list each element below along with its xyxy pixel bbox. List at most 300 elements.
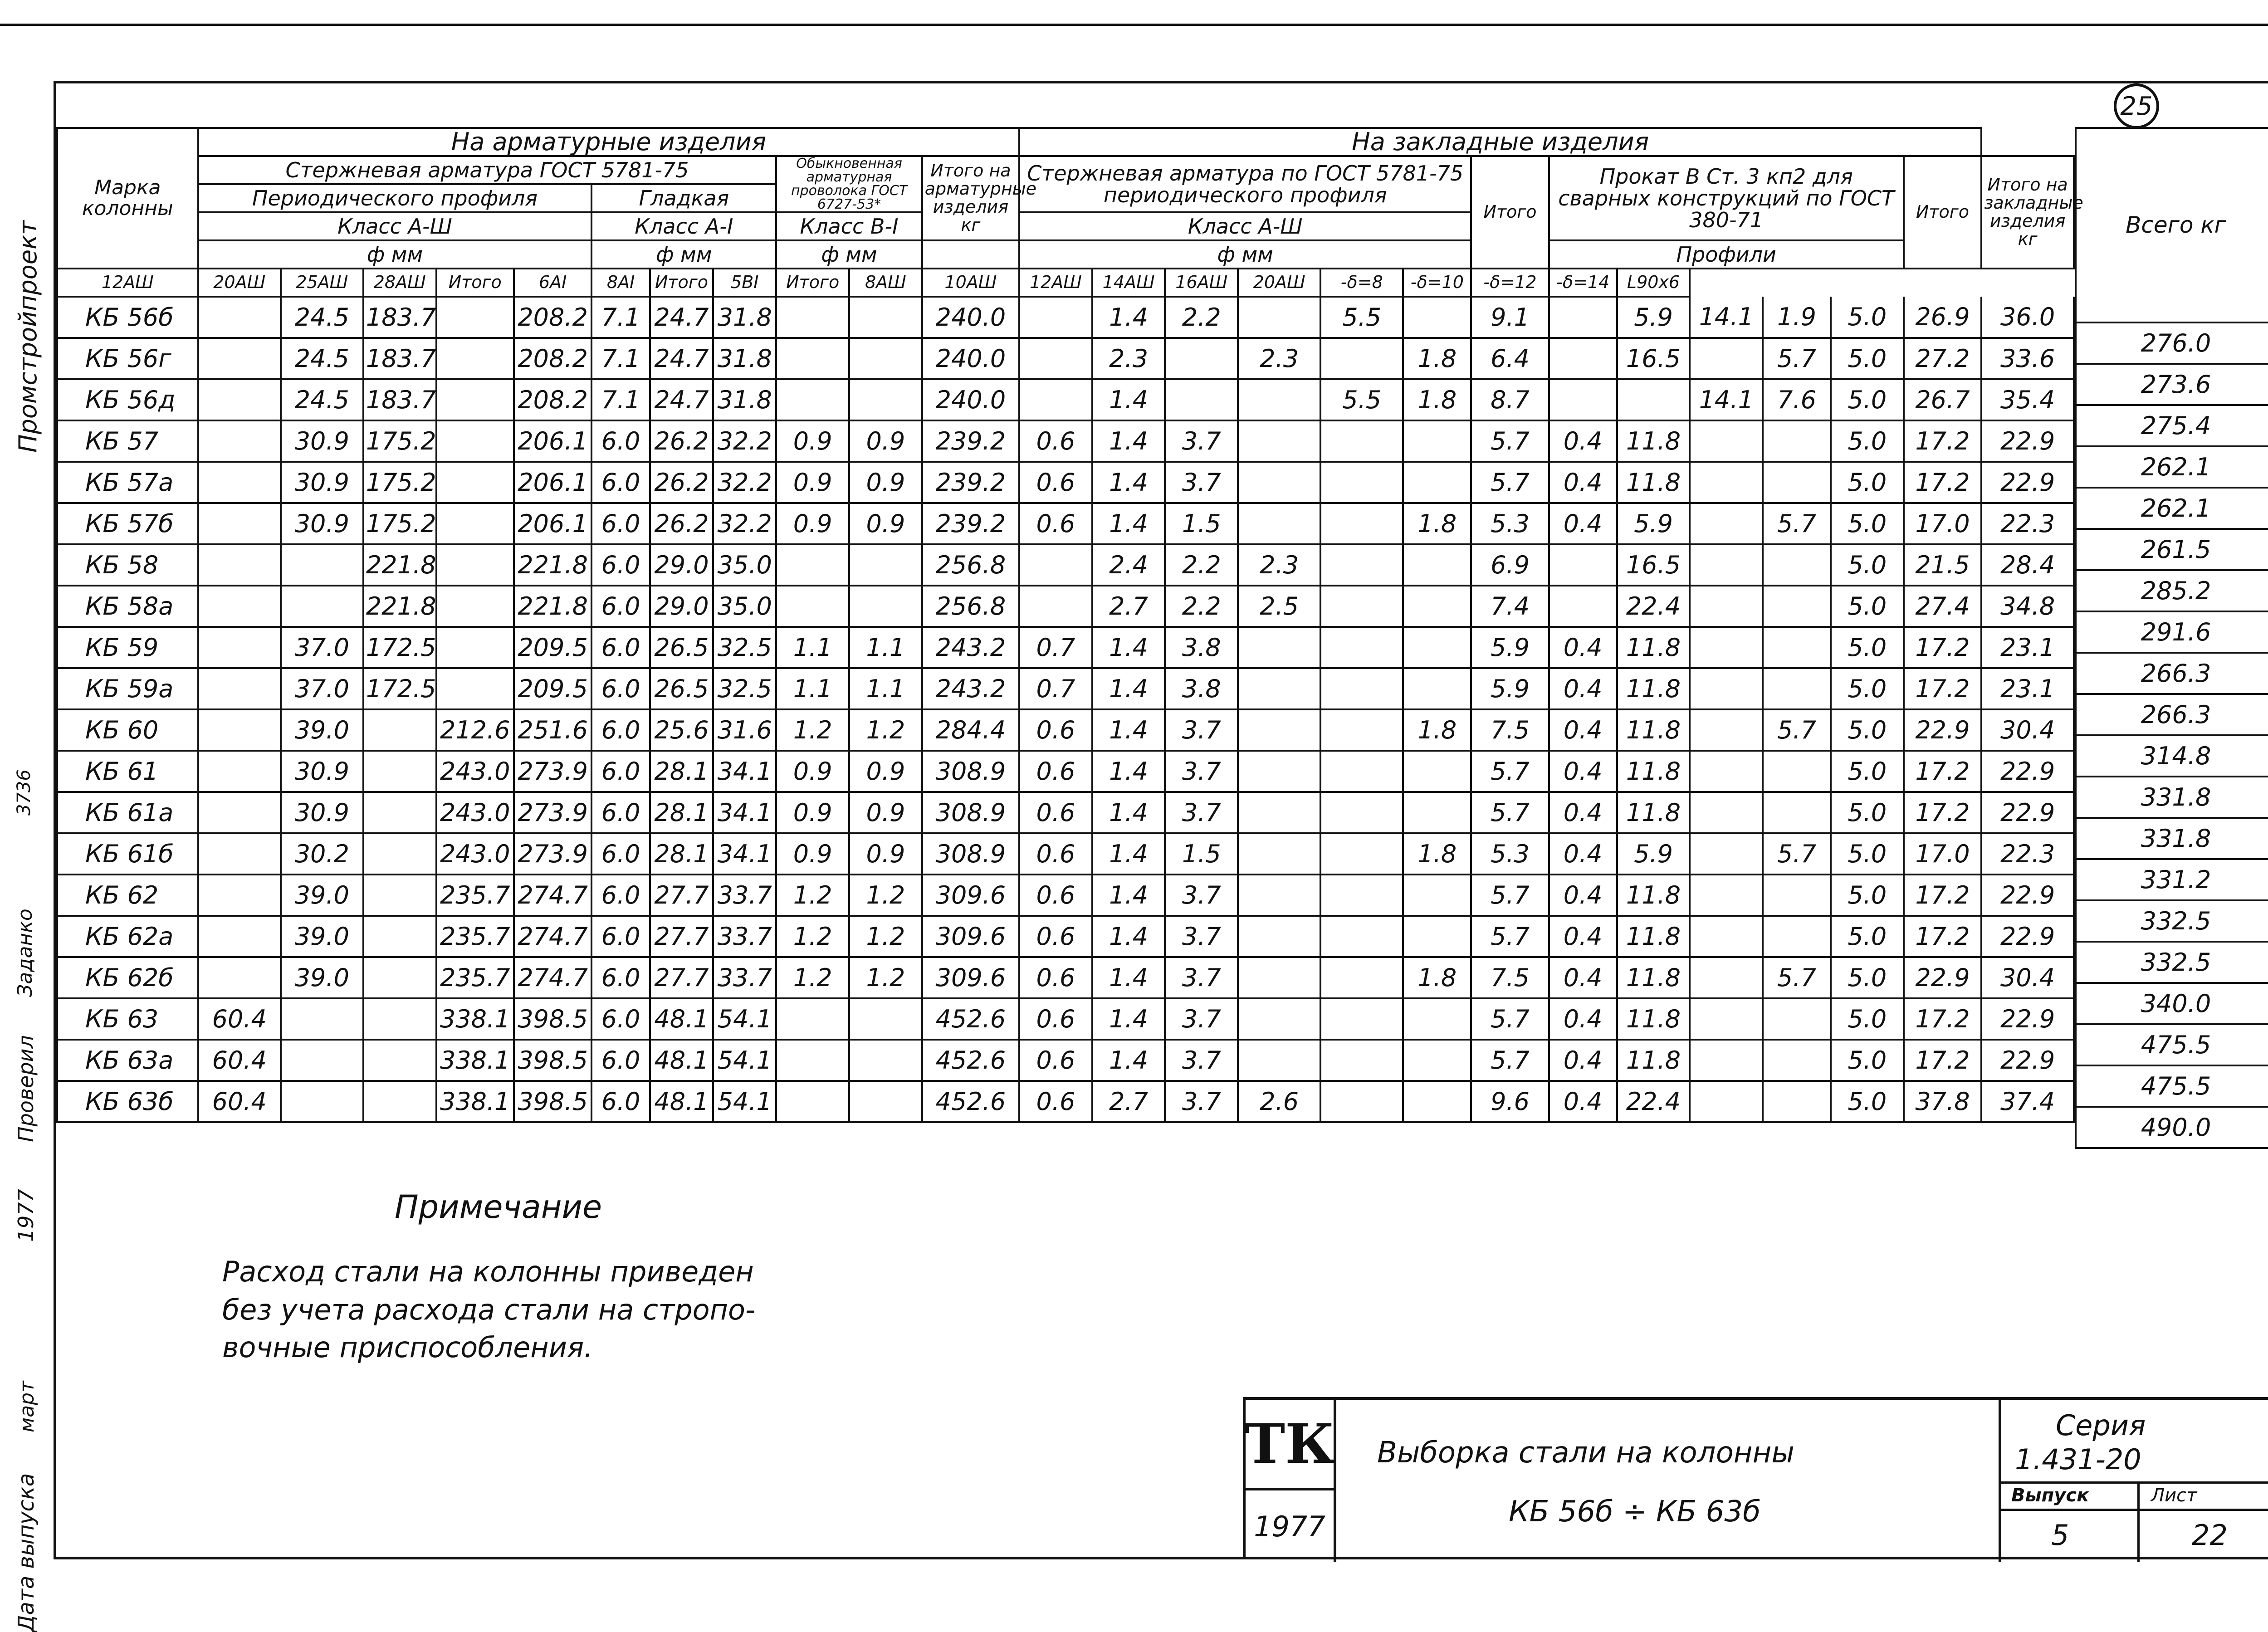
table-cell: 208.2 — [514, 379, 591, 420]
table-cell — [1690, 668, 1763, 709]
table-cell: 0.4 — [1549, 916, 1617, 957]
table-cell — [198, 875, 281, 916]
table-cell: 6.0 — [591, 751, 650, 792]
table-cell: 26.2 — [650, 462, 713, 503]
header-rod-rebar: Стержневая арматура ГОСТ 5781-75 — [198, 156, 777, 184]
column-mark-cell: КБ 63а — [57, 1040, 198, 1081]
table-cell: 1.4 — [1092, 420, 1165, 462]
table-cell: 29.0 — [650, 586, 713, 627]
table-cell: 3.7 — [1165, 1081, 1238, 1122]
grand-total-cell: 276.0 — [2076, 322, 2268, 364]
table-cell — [363, 998, 436, 1040]
table-cell: 17.2 — [1904, 792, 1982, 833]
table-cell: 54.1 — [713, 998, 776, 1040]
table-cell — [1320, 586, 1403, 627]
grand-total-row — [2076, 488, 2268, 529]
table-cell — [1320, 833, 1403, 875]
table-cell: 22.4 — [1617, 586, 1690, 627]
grand-total-cell: 475.5 — [2076, 1024, 2268, 1065]
table-cell: 6.0 — [591, 1081, 650, 1122]
table-cell: 0.9 — [849, 420, 922, 462]
table-cell — [198, 503, 281, 544]
table-cell: 22.9 — [1981, 792, 2074, 833]
table-cell: 284.4 — [922, 709, 1019, 751]
table-cell: 17.2 — [1904, 751, 1982, 792]
table-cell: 7.5 — [1471, 709, 1549, 751]
table-cell: 17.2 — [1904, 998, 1982, 1040]
table-cell: 1.1 — [849, 627, 922, 668]
table-cell: 28.1 — [650, 833, 713, 875]
table-cell: 54.1 — [713, 1040, 776, 1081]
table-cell — [1320, 1081, 1403, 1122]
table-cell — [1403, 462, 1471, 503]
table-row — [57, 338, 2074, 379]
table-cell — [776, 544, 849, 586]
table-cell: 37.0 — [281, 668, 363, 709]
table-cell — [1549, 338, 1617, 379]
table-cell — [281, 1040, 363, 1081]
strip-checked: Проверил — [14, 1035, 38, 1142]
table-cell — [1320, 503, 1403, 544]
table-cell: 239.2 — [922, 420, 1019, 462]
table-cell: 0.6 — [1019, 1040, 1092, 1081]
table-cell: 0.4 — [1549, 1081, 1617, 1122]
table-cell — [776, 586, 849, 627]
table-cell: 0.9 — [849, 462, 922, 503]
table-cell: 33.7 — [713, 875, 776, 916]
table-cell: 2.7 — [1092, 586, 1165, 627]
table-cell: 0.4 — [1549, 1040, 1617, 1081]
table-cell: 24.7 — [650, 379, 713, 420]
table-cell: 5.7 — [1471, 751, 1549, 792]
grand-total-row — [2076, 570, 2268, 611]
table-cell: 175.2 — [363, 503, 436, 544]
table-cell: 60.4 — [198, 998, 281, 1040]
table-cell: 309.6 — [922, 957, 1019, 998]
table-cell — [1403, 420, 1471, 462]
table-cell — [1403, 544, 1471, 586]
grand-total-cell: 266.3 — [2076, 694, 2268, 735]
table-cell: 0.9 — [776, 420, 849, 462]
table-cell: 5.7 — [1763, 503, 1831, 544]
grand-total-cell: 331.2 — [2076, 859, 2268, 900]
table-cell — [436, 627, 514, 668]
table-cell: 309.6 — [922, 916, 1019, 957]
table-cell: 23.1 — [1981, 668, 2074, 709]
table-cell: 172.5 — [363, 627, 436, 668]
table-cell: 30.9 — [281, 503, 363, 544]
table-cell: 256.8 — [922, 544, 1019, 586]
table-cell: 221.8 — [514, 586, 591, 627]
strip-year: 1977 — [14, 1188, 38, 1242]
table-cell: 0.6 — [1019, 751, 1092, 792]
table-row — [57, 998, 2074, 1040]
table-cell: 1.4 — [1092, 833, 1165, 875]
table-cell: 11.8 — [1617, 420, 1690, 462]
table-row — [57, 833, 2074, 875]
table-cell: 6.0 — [591, 998, 650, 1040]
table-cell: 6.0 — [591, 586, 650, 627]
table-cell — [1763, 668, 1831, 709]
table-cell: 0.4 — [1549, 875, 1617, 916]
table-cell — [1403, 586, 1471, 627]
header-class-a1: Класс А-I — [591, 212, 776, 240]
table-cell: 34.1 — [713, 751, 776, 792]
table-cell — [198, 338, 281, 379]
grand-total-cell: 314.8 — [2076, 735, 2268, 777]
notes-line-2: без учета расхода стали на стропо- — [222, 1293, 756, 1326]
table-cell — [198, 297, 281, 338]
table-cell: 22.9 — [1981, 420, 2074, 462]
table-cell — [363, 875, 436, 916]
table-cell: 17.2 — [1904, 462, 1982, 503]
top-border-line — [0, 24, 2268, 26]
table-cell: 1.8 — [1403, 338, 1471, 379]
table-cell: 183.7 — [363, 338, 436, 379]
table-row — [57, 751, 2074, 792]
table-cell — [849, 544, 922, 586]
table-cell: 183.7 — [363, 297, 436, 338]
header-class-a3: Класс А-Ш — [198, 212, 592, 240]
column-mark-cell: КБ 62б — [57, 957, 198, 998]
table-cell: 17.2 — [1904, 627, 1982, 668]
table-cell: 48.1 — [650, 1081, 713, 1122]
grand-total-cell: 475.5 — [2076, 1065, 2268, 1107]
table-cell — [1690, 709, 1763, 751]
table-cell — [1690, 544, 1763, 586]
header-grand-total: Всего кг — [2076, 128, 2268, 322]
grand-total-row — [2076, 1024, 2268, 1065]
table-row — [57, 627, 2074, 668]
table-cell: 6.0 — [591, 627, 650, 668]
table-cell — [198, 957, 281, 998]
table-cell — [1320, 998, 1403, 1040]
title-block — [1243, 1397, 2268, 1559]
table-cell: 22.3 — [1981, 833, 2074, 875]
table-cell — [1320, 627, 1403, 668]
table-cell: 26.2 — [650, 420, 713, 462]
table-cell — [1763, 1040, 1831, 1081]
header-diam-rebar: ф мм — [198, 240, 592, 269]
table-cell: 5.7 — [1763, 833, 1831, 875]
page-number: 25 — [2114, 83, 2159, 129]
table-cell: 26.9 — [1904, 297, 1982, 338]
table-cell: 5.0 — [1831, 379, 1904, 420]
table-cell: 9.1 — [1471, 297, 1549, 338]
table-cell — [1403, 668, 1471, 709]
table-cell: 6.9 — [1471, 544, 1549, 586]
table-cell: 243.0 — [436, 751, 514, 792]
table-cell: 209.5 — [514, 668, 591, 709]
table-cell: 5.0 — [1831, 875, 1904, 916]
notes-title: Примечание — [395, 1188, 602, 1226]
table-cell: 0.4 — [1549, 627, 1617, 668]
table-cell: 208.2 — [514, 338, 591, 379]
table-cell: 2.2 — [1165, 297, 1238, 338]
grand-total-row — [2076, 529, 2268, 570]
table-cell: 11.8 — [1617, 998, 1690, 1040]
table-cell — [1690, 1081, 1763, 1122]
table-cell: 240.0 — [922, 297, 1019, 338]
table-cell: 0.9 — [849, 833, 922, 875]
grand-total-row — [2076, 446, 2268, 488]
table-cell: 27.4 — [1904, 586, 1982, 627]
table-cell — [1320, 875, 1403, 916]
table-cell — [1690, 338, 1763, 379]
grand-total-cell: 275.4 — [2076, 405, 2268, 446]
table-cell: 5.0 — [1831, 627, 1904, 668]
table-cell: 0.6 — [1019, 998, 1092, 1040]
subheader-rebar-3: 28АШ — [363, 269, 436, 297]
table-cell — [1238, 833, 1320, 875]
table-cell — [1690, 751, 1763, 792]
table-cell: 239.2 — [922, 462, 1019, 503]
table-cell: 5.0 — [1831, 751, 1904, 792]
table-cell: 1.4 — [1092, 875, 1165, 916]
table-cell: 22.9 — [1904, 957, 1982, 998]
column-mark-cell: КБ 58 — [57, 544, 198, 586]
table-cell — [198, 833, 281, 875]
grand-total-row — [2076, 364, 2268, 405]
table-cell — [198, 586, 281, 627]
table-cell: 3.7 — [1165, 875, 1238, 916]
table-cell — [1403, 627, 1471, 668]
table-cell — [1320, 338, 1403, 379]
table-cell: 26.5 — [650, 627, 713, 668]
table-cell: 5.9 — [1617, 297, 1690, 338]
series-vdivider — [2137, 1481, 2140, 1562]
table-cell: 36.0 — [1981, 297, 2074, 338]
table-cell — [1238, 297, 1320, 338]
column-mark-cell: КБ 57 — [57, 420, 198, 462]
table-cell: 54.1 — [713, 1081, 776, 1122]
table-row — [57, 1040, 2074, 1081]
table-cell — [1320, 792, 1403, 833]
table-cell: 0.9 — [849, 792, 922, 833]
table-cell — [776, 1081, 849, 1122]
table-cell — [849, 586, 922, 627]
table-cell — [1238, 379, 1320, 420]
table-cell: 0.9 — [849, 503, 922, 544]
column-mark-cell: КБ 61а — [57, 792, 198, 833]
table-cell: 251.6 — [514, 709, 591, 751]
table-cell: 1.8 — [1403, 709, 1471, 751]
table-cell: 60.4 — [198, 1040, 281, 1081]
table-cell: 22.9 — [1981, 1040, 2074, 1081]
column-mark-cell: КБ 61 — [57, 751, 198, 792]
table-cell — [1238, 751, 1320, 792]
table-cell: 5.7 — [1471, 875, 1549, 916]
table-cell: 3.7 — [1165, 709, 1238, 751]
table-cell: 16.5 — [1617, 338, 1690, 379]
table-cell: 1.8 — [1403, 503, 1471, 544]
grand-total-cell: 266.3 — [2076, 653, 2268, 694]
table-cell: 338.1 — [436, 1040, 514, 1081]
column-mark-cell: КБ 63б — [57, 1081, 198, 1122]
table-cell — [1549, 586, 1617, 627]
table-cell — [281, 1081, 363, 1122]
table-cell: 0.4 — [1549, 462, 1617, 503]
table-cell: 5.7 — [1471, 1040, 1549, 1081]
header-emb-class-a3: Класс А-Ш — [1019, 212, 1471, 240]
table-cell — [1403, 297, 1471, 338]
table-cell: 3.7 — [1165, 998, 1238, 1040]
table-cell: 175.2 — [363, 420, 436, 462]
table-row — [57, 544, 2074, 586]
table-cell: 0.4 — [1549, 668, 1617, 709]
table-cell — [1690, 627, 1763, 668]
table-cell — [1238, 709, 1320, 751]
table-cell: 27.2 — [1904, 338, 1982, 379]
table-cell: 1.2 — [849, 875, 922, 916]
table-cell: 1.2 — [776, 709, 849, 751]
table-cell: 1.4 — [1092, 957, 1165, 998]
grand-total-cell: 262.1 — [2076, 488, 2268, 529]
table-cell — [1763, 875, 1831, 916]
table-cell: 273.9 — [514, 751, 591, 792]
table-cell: 24.7 — [650, 338, 713, 379]
header-profiles: Профили — [1549, 240, 1904, 269]
table-cell: 5.0 — [1831, 503, 1904, 544]
table-cell: 31.8 — [713, 379, 776, 420]
table-cell: 11.8 — [1617, 627, 1690, 668]
table-cell: 24.7 — [650, 297, 713, 338]
table-cell: 32.5 — [713, 668, 776, 709]
table-cell: 14.1 — [1690, 297, 1763, 338]
table-cell — [1320, 957, 1403, 998]
table-cell — [1690, 503, 1763, 544]
table-cell: 1.8 — [1403, 833, 1471, 875]
table-cell: 0.6 — [1019, 462, 1092, 503]
table-cell: 5.9 — [1471, 627, 1549, 668]
table-cell: 35.0 — [713, 544, 776, 586]
grand-total-cell: 262.1 — [2076, 446, 2268, 488]
table-cell — [198, 751, 281, 792]
strip-number: 3736 — [14, 769, 34, 816]
table-cell: 17.2 — [1904, 875, 1982, 916]
table-cell: 5.7 — [1471, 916, 1549, 957]
table-cell — [1238, 1040, 1320, 1081]
subheader-emb-3: 14АШ — [1092, 269, 1165, 297]
table-row — [57, 586, 2074, 627]
table-cell: 24.5 — [281, 338, 363, 379]
table-cell: 5.0 — [1831, 957, 1904, 998]
table-cell: 235.7 — [436, 957, 514, 998]
table-cell — [1238, 627, 1320, 668]
header-diam-smooth: ф мм — [591, 240, 776, 269]
table-cell: 1.4 — [1092, 462, 1165, 503]
table-cell: 0.6 — [1019, 957, 1092, 998]
table-cell: 175.2 — [363, 462, 436, 503]
table-cell: 17.2 — [1904, 1040, 1982, 1081]
grand-total-row — [2076, 694, 2268, 735]
notes-line-1: Расход стали на колонны приведен — [222, 1255, 754, 1288]
table-cell — [1690, 462, 1763, 503]
table-cell: 1.4 — [1092, 792, 1165, 833]
table-cell: 28.4 — [1981, 544, 2074, 586]
table-cell: 35.0 — [713, 586, 776, 627]
grand-total-cell: 261.5 — [2076, 529, 2268, 570]
left-margin-strip — [0, 81, 54, 1632]
table-cell: 5.5 — [1320, 297, 1403, 338]
table-cell — [363, 1040, 436, 1081]
table-cell: 37.4 — [1981, 1081, 2074, 1122]
table-cell — [849, 338, 922, 379]
table-cell: 274.7 — [514, 916, 591, 957]
subheader-rolled-2: -δ=12 — [1471, 269, 1549, 297]
table-cell — [1763, 751, 1831, 792]
table-cell — [1019, 586, 1092, 627]
table-cell — [198, 627, 281, 668]
table-cell — [1690, 586, 1763, 627]
org-label: Промстройпроект — [14, 220, 42, 453]
subheader-rolled-1: -δ=10 — [1403, 269, 1471, 297]
column-mark-cell: КБ 61б — [57, 833, 198, 875]
table-cell: 5.0 — [1831, 668, 1904, 709]
subheader-row — [57, 269, 2074, 297]
table-cell: 1.4 — [1092, 668, 1165, 709]
subheader-rebar-4: Итого — [436, 269, 514, 297]
table-cell: 273.9 — [514, 833, 591, 875]
table-cell: 22.9 — [1981, 751, 2074, 792]
table-cell — [776, 297, 849, 338]
table-cell: 11.8 — [1617, 751, 1690, 792]
grand-total-cell: 332.5 — [2076, 942, 2268, 983]
table-cell — [1165, 379, 1238, 420]
table-cell: 7.5 — [1471, 957, 1549, 998]
table-cell: 17.0 — [1904, 503, 1982, 544]
table-row — [57, 792, 2074, 833]
table-cell: 7.1 — [591, 338, 650, 379]
header-total-embedded: Итого на закладные изделия кг — [1981, 156, 2074, 269]
table-cell: 240.0 — [922, 338, 1019, 379]
table-cell: 5.9 — [1617, 833, 1690, 875]
table-cell: 5.0 — [1831, 338, 1904, 379]
table-cell: 33.6 — [1981, 338, 2074, 379]
grand-total-row — [2076, 653, 2268, 694]
table-cell — [1019, 544, 1092, 586]
table-cell: 5.0 — [1831, 998, 1904, 1040]
table-cell — [1403, 1040, 1471, 1081]
table-cell — [849, 1040, 922, 1081]
header-diam-wire: ф мм — [776, 240, 922, 269]
column-mark-cell: КБ 57а — [57, 462, 198, 503]
table-cell: 206.1 — [514, 462, 591, 503]
table-cell: 338.1 — [436, 1081, 514, 1122]
table-cell: 3.7 — [1165, 420, 1238, 462]
table-cell — [1320, 420, 1403, 462]
table-cell: 1.1 — [776, 627, 849, 668]
grand-total-cell: 285.2 — [2076, 570, 2268, 611]
table-cell: 235.7 — [436, 875, 514, 916]
table-cell: 0.9 — [776, 751, 849, 792]
sheet-label: Лист — [2151, 1485, 2197, 1506]
table-cell: 1.8 — [1403, 957, 1471, 998]
table-cell — [849, 998, 922, 1040]
column-mark-cell: КБ 62а — [57, 916, 198, 957]
subheader-emb-4: 16АШ — [1165, 269, 1238, 297]
table-cell: 0.6 — [1019, 833, 1092, 875]
table-cell: 11.8 — [1617, 792, 1690, 833]
table-cell: 27.7 — [650, 957, 713, 998]
subheader-emb-5: 20АШ — [1238, 269, 1320, 297]
table-cell — [1763, 998, 1831, 1040]
column-mark-cell: КБ 62 — [57, 875, 198, 916]
subheader-rebar-8: 5ВI — [713, 269, 776, 297]
table-cell — [1238, 957, 1320, 998]
table-cell: 308.9 — [922, 751, 1019, 792]
table-cell — [436, 544, 514, 586]
